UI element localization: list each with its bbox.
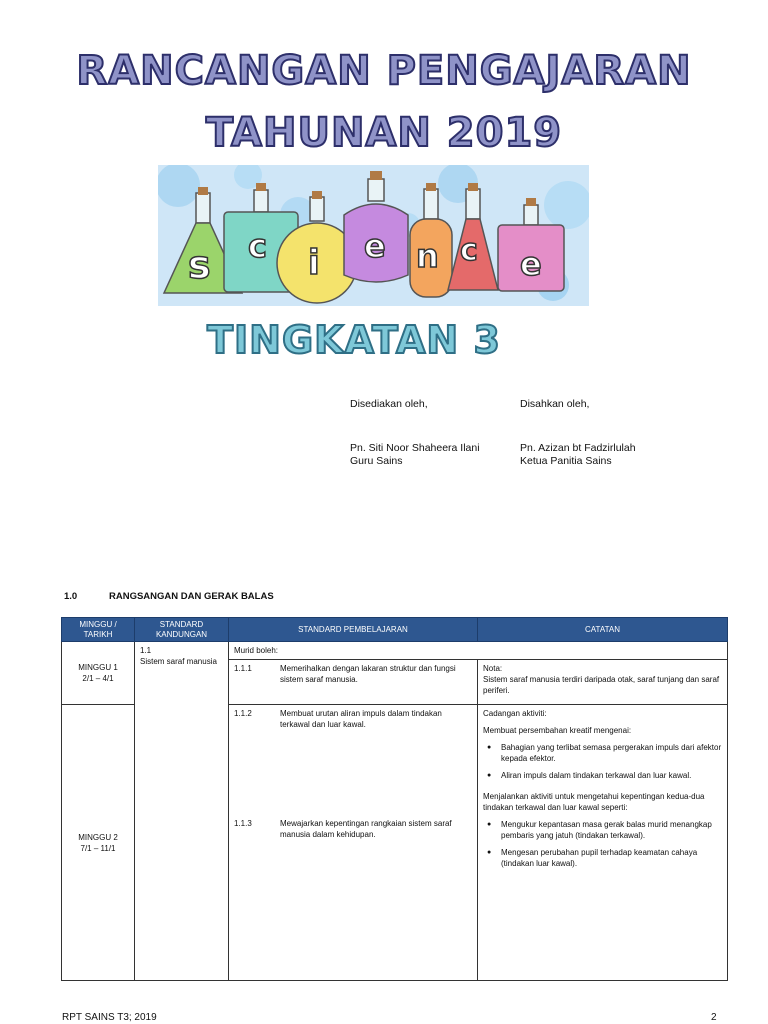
form-level-title: TINGKATAN 3 xyxy=(207,318,501,362)
sk-code: 1.1 xyxy=(140,646,152,655)
list-item: ● Mengesan perubahan pupil terhadap keamatan cahaya (tindakan luar kawal). xyxy=(487,847,722,869)
list-item: ● Mengukur kepantasan masa gerak balas murid menangkap pembaris yang jatuh (tindakan terkawal). xyxy=(487,819,722,841)
banner-letter: c xyxy=(460,233,478,268)
header-catatan: CATATAN xyxy=(478,618,728,642)
cadangan-label: Cadangan aktiviti: xyxy=(483,709,547,718)
sp-1-cell xyxy=(229,660,478,705)
list-item: ● Bahagian yang terlibat semasa pergerakan impuls dari afektor kepada efektor. xyxy=(487,742,722,764)
sk-title: Sistem saraf manusia xyxy=(140,657,217,666)
cadangan-cell xyxy=(478,705,728,981)
approved-by-name: Pn. Azizan bt Fadzirlulah xyxy=(520,442,636,454)
header-minggu: MINGGU / TARIKH xyxy=(62,618,135,642)
approved-by-role: Ketua Panitia Sains xyxy=(520,455,612,467)
sp-2-3-cell xyxy=(229,705,478,981)
section-title: RANGSANGAN DAN GERAK BALAS xyxy=(109,591,274,602)
table-header-row xyxy=(62,618,728,642)
lesson-plan-table xyxy=(61,617,728,981)
banner-letter: c xyxy=(248,227,267,265)
aktiviti-list xyxy=(483,819,722,869)
banner-letter: e xyxy=(364,227,386,265)
sp-text: Memerihalkan dengan lakaran struktur dan fungsi sistem saraf manusia. xyxy=(280,664,456,684)
science-banner xyxy=(158,165,589,306)
sp-item: 1.1.2 Membuat urutan aliran impuls dalam tindakan terkawal dan luar kawal. xyxy=(234,709,442,729)
week1-dates: 2/1 – 4/1 xyxy=(82,674,114,683)
header-standard-kandungan: STANDARD KANDUNGAN xyxy=(135,618,229,642)
banner-letter: s xyxy=(188,243,211,287)
footer-page-number: 2 xyxy=(711,1012,717,1023)
section-number: 1.0 xyxy=(64,591,78,602)
prepared-by-label: Disediakan oleh, xyxy=(350,398,428,410)
nota-label: Nota: xyxy=(483,664,503,673)
banner-letter: n xyxy=(416,237,439,275)
cadangan-list xyxy=(483,742,722,781)
week2-dates: 7/1 – 11/1 xyxy=(80,843,116,853)
banner-letter: e xyxy=(520,245,542,283)
cadangan-intro: Membuat persembahan kreatif mengenai: xyxy=(483,726,632,735)
banner-word xyxy=(158,165,589,306)
nota-text: Sistem saraf manusia terdiri daripada otak, saraf tunjang dan saraf periferi. xyxy=(483,675,720,695)
approved-by-label: Disahkan oleh, xyxy=(520,398,590,410)
prepared-by-name: Pn. Siti Noor Shaheera Ilani xyxy=(350,442,480,454)
standard-kandungan-cell xyxy=(135,642,229,981)
title-line-1: RANCANGAN PENGAJARAN xyxy=(76,48,692,94)
banner-letter: i xyxy=(308,243,320,283)
nota-cell xyxy=(478,660,728,705)
aktiviti-intro: Menjalankan aktiviti untuk mengetahui kepentingan kedua-dua tindakan terkawal dan luar kawal seperti: xyxy=(483,792,705,812)
section-heading xyxy=(64,591,274,602)
title-line-2: TAHUNAN 2019 xyxy=(205,110,563,156)
approved-by-block xyxy=(520,442,636,468)
murid-boleh-cell: Murid boleh: xyxy=(229,642,728,660)
week2-label: MINGGU 2 xyxy=(78,832,118,842)
sp-item: 1.1.3 Mewajarkan kepentingan rangkaian sistem saraf manusia dalam kehidupan. xyxy=(234,819,452,839)
footer-doc-label: RPT SAINS T3; 2019 xyxy=(62,1012,157,1023)
week1-cell xyxy=(62,642,135,705)
week2-cell xyxy=(62,705,135,981)
prepared-by-block xyxy=(350,442,480,468)
list-item: ● Aliran impuls dalam tindakan terkawal dan luar kawal. xyxy=(487,770,722,781)
table-row xyxy=(62,642,728,660)
week1-label: MINGGU 1 xyxy=(78,663,118,672)
sp-code: 1.1.1 xyxy=(234,664,252,673)
header-standard-pembelajaran: STANDARD PEMBELAJARAN xyxy=(229,618,478,642)
prepared-by-role: Guru Sains xyxy=(350,455,403,467)
